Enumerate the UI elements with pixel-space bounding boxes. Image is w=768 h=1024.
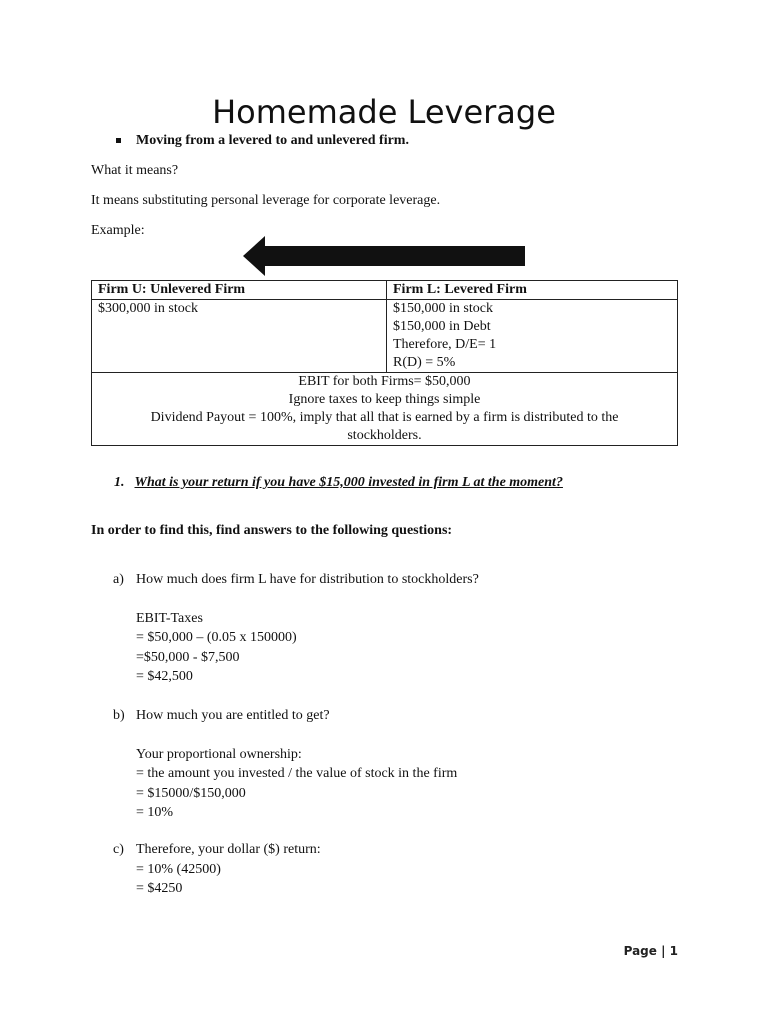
firm-l-de-ratio: Therefore, D/E= 1 (393, 337, 497, 352)
note-stockholders: stockholders. (347, 428, 422, 443)
calc-line: = 10% (42500) (136, 862, 221, 877)
firm-l-stock: $150,000 in stock (393, 301, 493, 316)
calc-line: = $50,000 – (0.05 x 150000) (136, 630, 297, 646)
part-b-calculation (136, 745, 457, 822)
instructions: In order to find this, find answers to the following questions: (91, 523, 453, 538)
firm-l-rd: R(D) = 5% (393, 355, 456, 370)
page-title: Homemade Leverage (212, 93, 556, 131)
example-label: Example: (91, 223, 145, 238)
firm-l-debt: $150,000 in Debt (393, 319, 491, 334)
calc-line: EBIT-Taxes (136, 611, 203, 626)
note-dividend: Dividend Payout = 100%, imply that all that is earned by a firm is distributed to the (150, 410, 619, 425)
question-1 (114, 474, 563, 492)
note-taxes: Ignore taxes to keep things simple (288, 392, 481, 407)
bullet-text: Moving from a levered to and unlevered firm. (136, 133, 409, 148)
table-notes-row (92, 373, 678, 446)
bullet-marker (116, 138, 121, 143)
part-a-question: How much does firm L have for distribution to stockholders? (136, 572, 479, 587)
calc-line: = the amount you invested / the value of stock in the firm (136, 766, 458, 782)
part-c-label: c) (113, 842, 124, 857)
firms-table (91, 280, 678, 446)
part-c-question: Therefore, your dollar ($) return: (136, 842, 321, 857)
note-ebit: EBIT for both Firms= $50,000 (298, 374, 471, 389)
question-1-number: 1. (114, 475, 125, 490)
what-it-means: What it means? (91, 163, 179, 178)
calc-line: = 10% (136, 804, 174, 820)
firm-u-stock: $300,000 in stock (98, 301, 198, 316)
calc-line: = $4250 (136, 881, 183, 897)
firm-u-cell (92, 300, 387, 373)
part-b-label: b) (113, 708, 125, 723)
firm-l-cell (387, 300, 678, 373)
table-row (92, 300, 678, 373)
calc-line: = $42,500 (136, 668, 193, 684)
meaning-text: It means substituting personal leverage for corporate leverage. (91, 193, 441, 208)
part-a-calculation (136, 609, 297, 686)
calc-line: = $15000/$150,000 (136, 785, 246, 801)
calc-line: =$50,000 - $7,500 (136, 649, 240, 665)
left-arrow-icon (243, 236, 525, 276)
part-b-question: How much you are entitled to get? (136, 708, 330, 723)
part-a-label: a) (113, 572, 124, 587)
part-c-calculation (136, 860, 221, 899)
notes-cell (92, 373, 678, 446)
table-header-row (92, 281, 678, 300)
page-number: Page | 1 (623, 944, 678, 958)
question-1-text: What is your return if you have $15,000 invested in firm L at the moment? (134, 475, 563, 490)
calc-line: Your proportional ownership: (136, 747, 302, 762)
header-firm-l: Firm L: Levered Firm (387, 281, 678, 300)
header-firm-u: Firm U: Unlevered Firm (92, 281, 387, 300)
